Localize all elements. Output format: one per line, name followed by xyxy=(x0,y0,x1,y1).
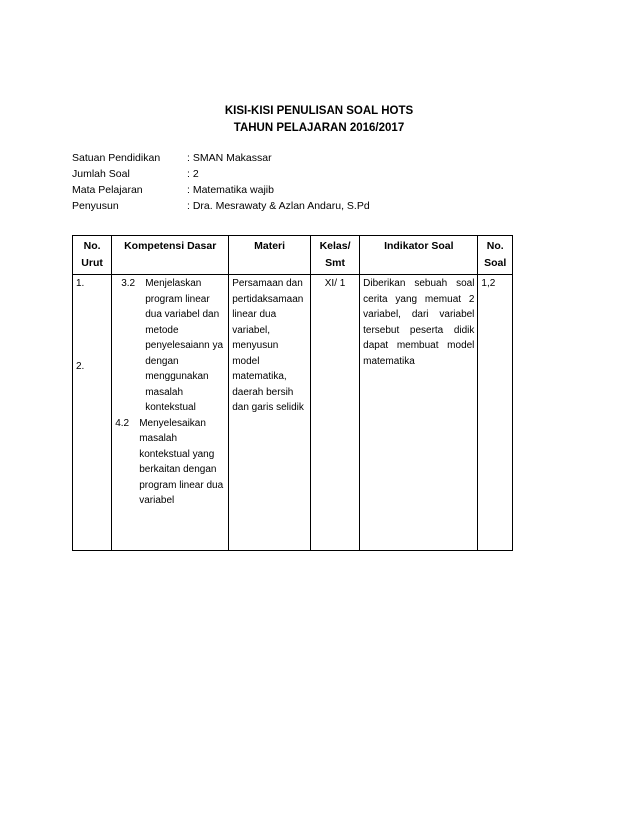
info-row-penyusun xyxy=(72,198,370,214)
header-no-soal xyxy=(478,236,513,275)
kd-text: Menjelaskan program linear dua variabel dan metode penyelesaiann ya dengan menggunakan masalah kontekstual xyxy=(145,278,224,413)
no-urut-2: 2. xyxy=(76,361,85,372)
table-row xyxy=(73,275,513,551)
kd-item-1 xyxy=(121,276,225,416)
info-label: Satuan Pendidikan xyxy=(72,152,161,164)
kd-item-2 xyxy=(115,416,225,509)
info-label: Penyusun xyxy=(72,200,119,212)
info-row-mapel xyxy=(72,182,370,198)
info-row-satuan xyxy=(72,150,370,166)
header-soal-line2: Soal xyxy=(484,257,507,269)
info-row-jumlah xyxy=(72,166,370,182)
header-materi: Materi xyxy=(229,236,311,275)
info-label: Mata Pelajaran xyxy=(72,184,143,196)
cell-kompetensi-dasar xyxy=(112,275,229,551)
cell-kelas-smt: XI/ 1 xyxy=(310,275,359,551)
header-kelas-line1: Kelas/ xyxy=(319,240,351,252)
info-value: : SMAN Makassar xyxy=(187,152,272,164)
cell-materi: Persamaan dan pertidaksamaan linear dua variabel, menyusun model matematika, daerah bersih dan garis selidik xyxy=(229,275,311,551)
header-indikator-soal: Indikator Soal xyxy=(360,236,478,275)
info-value: : Matematika wajib xyxy=(187,184,274,196)
cell-no-soal: 1,2 xyxy=(478,275,513,551)
no-urut-1: 1. xyxy=(76,278,85,289)
kisi-kisi-table xyxy=(72,235,513,551)
info-label: Jumlah Soal xyxy=(72,168,130,180)
header-kelas-line2: Smt xyxy=(325,257,345,269)
kd-number: 4.2 xyxy=(115,417,130,429)
document-subtitle: TAHUN PELAJARAN 2016/2017 xyxy=(233,122,405,134)
table-header-row xyxy=(73,236,513,275)
document-title: KISI-KISI PENULISAN SOAL HOTS xyxy=(224,105,414,117)
kd-number: 3.2 xyxy=(121,278,136,289)
header-no-line1: No. xyxy=(83,240,101,252)
header-kelas-smt xyxy=(310,236,359,275)
header-no-urut xyxy=(73,236,112,275)
header-soal-line1: No. xyxy=(486,240,504,252)
cell-no-urut xyxy=(73,275,112,551)
cell-indikator-soal: Diberikan sebuah soal cerita yang memuat 2 variabel, dari variabel tersebut peserta didik dapat membuat model matematika xyxy=(360,275,478,551)
header-no-line2: Urut xyxy=(81,257,103,269)
kd-text: Menyelesaikan masalah kontekstual yang berkaitan dengan program linear dua variabel xyxy=(139,417,224,506)
info-block xyxy=(72,150,370,214)
info-value: : Dra. Mesrawaty & Azlan Andaru, S.Pd xyxy=(187,200,370,212)
info-value: : 2 xyxy=(187,168,199,180)
header-kompetensi-dasar: Kompetensi Dasar xyxy=(112,236,229,275)
